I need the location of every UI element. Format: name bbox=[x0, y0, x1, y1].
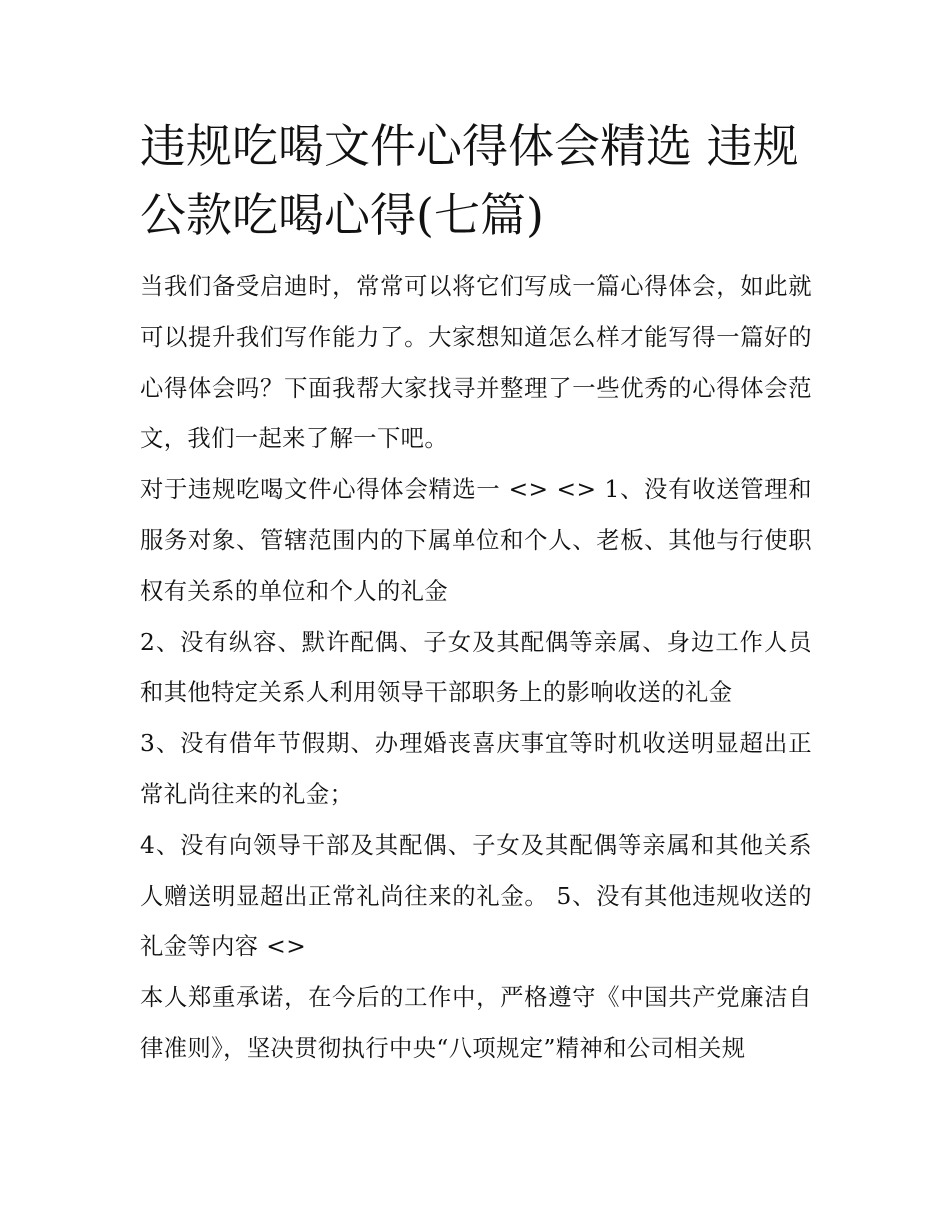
paragraph-item-2: 2、没有纵容、默许配偶、子女及其配偶等亲属、身边工作人员和其他特定关系人利用领导干部职务上的影响收送的礼金 bbox=[140, 628, 812, 707]
paragraph-item-3: 3、没有借年节假期、办理婚丧喜庆事宜等时机收送明显超出正常礼尚往来的礼金； bbox=[140, 730, 812, 808]
paragraph-intro: 当我们备受启迪时，常常可以将它们写成一篇心得体会，如此就可以提升我们写作能力了。大家想知道怎么样才能写得一篇好的心得体会吗？下面我帮大家找寻并整理了一些优秀的心得体会范文，我们一起来了解一下吧。 bbox=[140, 273, 812, 453]
document-body bbox=[140, 262, 812, 1075]
paragraph-commitment: 本人郑重承诺，在今后的工作中，严格遵守《中国共产党廉洁自律准则》，坚决贯彻执行中央“八项规定”精神和公司相关规 bbox=[140, 984, 812, 1062]
paragraph-item-1: 对于违规吃喝文件心得体会精选一 <> <> 1、没有收送管理和服务对象、管辖范围内的下属单位和个人、老板、其他与行使职权有关系的单位和个人的礼金 bbox=[140, 476, 812, 605]
document-title: 违规吃喝文件心得体会精选 违规公款吃喝心得(七篇) bbox=[140, 119, 799, 242]
paragraph-item-4-5: 4、没有向领导干部及其配偶、子女及其配偶等亲属和其他关系人赠送明显超出正常礼尚往来的礼金。 5、没有其他违规收送的礼金等内容 <> bbox=[140, 831, 812, 961]
document-content bbox=[140, 112, 812, 1075]
